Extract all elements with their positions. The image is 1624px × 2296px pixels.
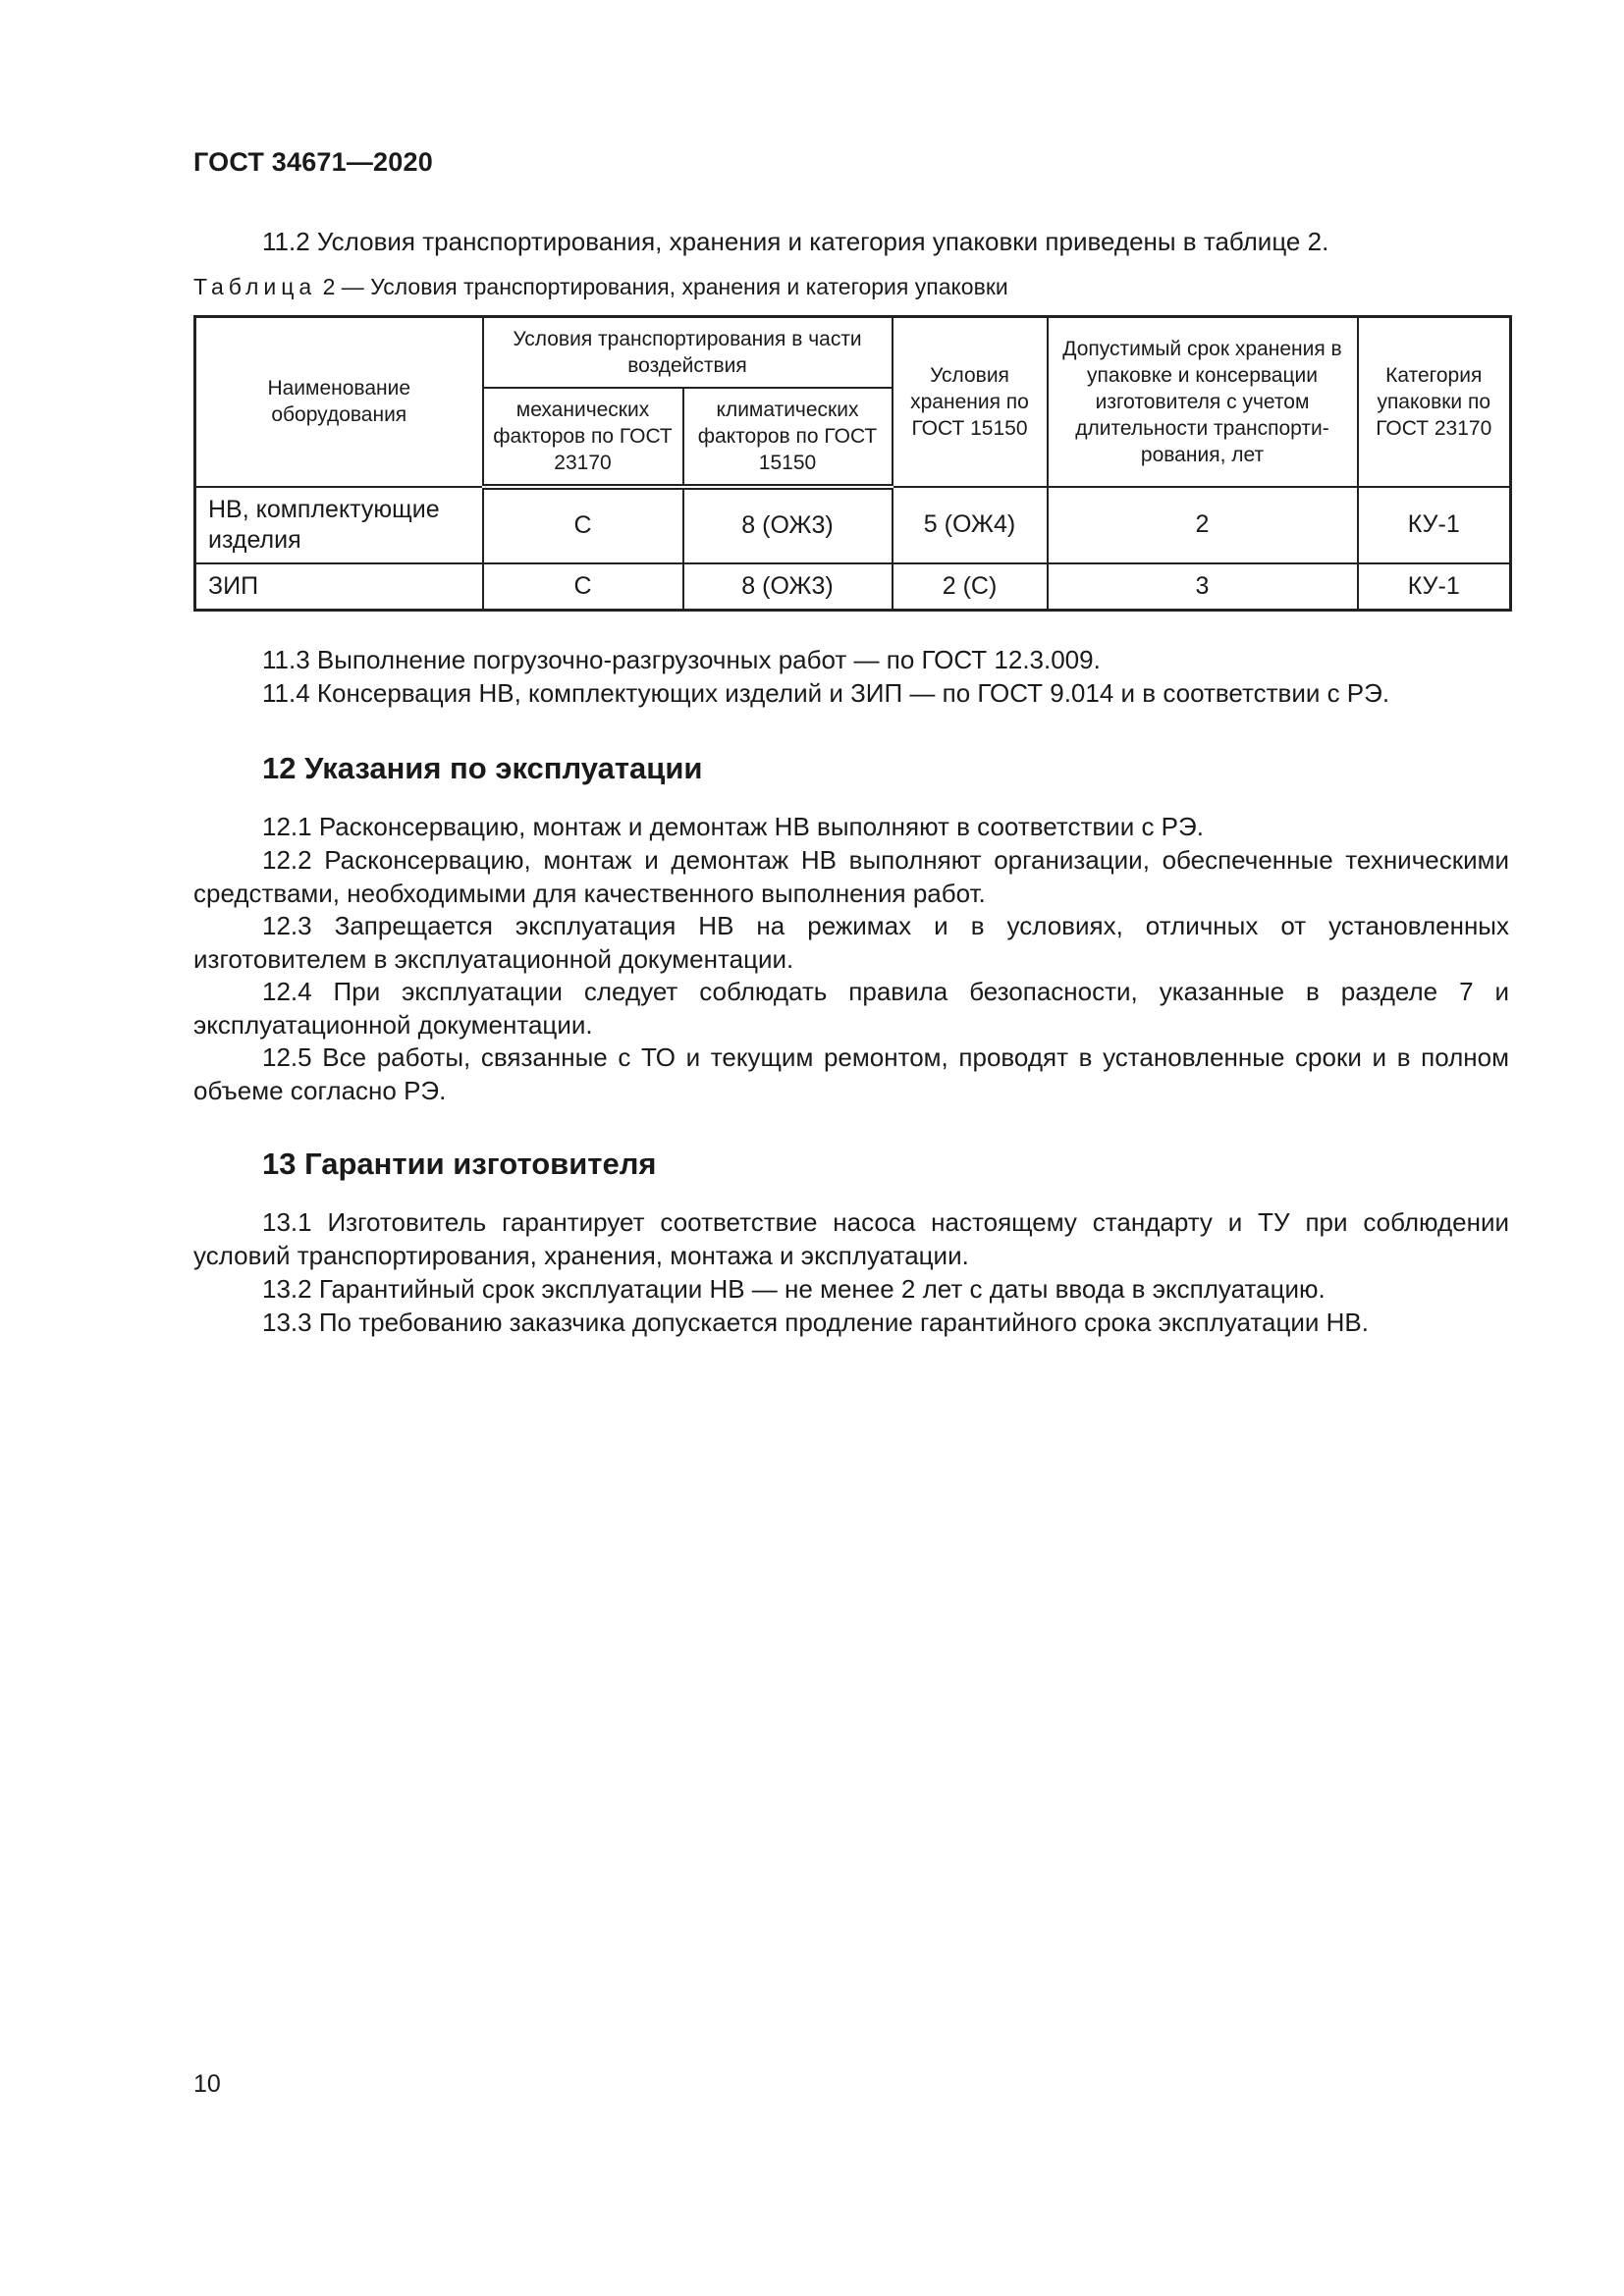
paragraph-12-3: 12.3 Запрещается эксплуатация НВ на режимах и в условиях, отличных от установленных изготовителем в эксплуатационной документации.: [193, 911, 1509, 974]
page-number: 10: [193, 2070, 221, 2098]
paragraph-12-2: 12.2 Расконсервацию, монтаж и демонтаж НВ выполняют организации, обеспеченные техническими средствами, необходимыми для качественного выполнения работ.: [193, 845, 1509, 908]
paragraph-11-3: 11.3 Выполнение погрузочно-разгрузочных работ — по ГОСТ 12.3.009.: [262, 645, 1101, 674]
cell-term: 2: [1048, 487, 1358, 563]
paragraph-13-2: 13.2 Гарантийный срок эксплуатации НВ — не менее 2 лет с даты ввода в эксплуатацию.: [262, 1274, 1326, 1304]
section-12-title: 12 Указания по эксплуатации: [262, 751, 703, 785]
header-storage-conditions: Условия хранения по ГОСТ 15150: [893, 317, 1048, 487]
table-caption-label: Таблица: [193, 274, 317, 299]
table-row: [195, 487, 1511, 563]
cell-category: КУ-1: [1358, 563, 1511, 611]
header-storage-term: Допустимый срок хранения в упаковке и консервации изготовителя с учетом длительности транспорти-рования, лет: [1048, 317, 1358, 487]
cell-term: 3: [1048, 563, 1358, 611]
header-transport-conditions: Условия транспортирования в части воздействия: [483, 317, 893, 388]
cell-mechanical: С: [483, 563, 683, 611]
paragraph-12-4: 12.4 При эксплуатации следует соблюдать правила безопасности, указанные в разделе 7 и эксплуатационной документации.: [193, 977, 1509, 1040]
cell-equipment: НВ, комплектующие изделия: [195, 487, 483, 563]
cell-category: КУ-1: [1358, 487, 1511, 563]
cell-mechanical: С: [483, 487, 683, 563]
table-caption: [193, 272, 1008, 301]
paragraph-11-4: 11.4 Консервация НВ, комплектующих изделий и ЗИП — по ГОСТ 9.014 и в соответствии с РЭ.: [262, 678, 1390, 708]
header-equipment-name: Наименование оборудования: [195, 317, 483, 487]
cell-equipment: ЗИП: [195, 563, 483, 611]
table-caption-text: 2 — Условия транспортирования, хранения и категория упаковки: [316, 274, 1008, 299]
paragraph-12-1: 12.1 Расконсервацию, монтаж и демонтаж НВ выполняют в соответствии с РЭ.: [262, 812, 1204, 841]
cell-climatic: 8 (ОЖ3): [683, 487, 893, 563]
header-climatic-factors: климатических факторов по ГОСТ 15150: [683, 388, 893, 487]
paragraph-12-5: 12.5 Все работы, связанные с ТО и текущим ремонтом, проводят в установленные сроки и в полном объеме согласно РЭ.: [193, 1042, 1509, 1105]
header-package-category: Категория упаковки по ГОСТ 23170: [1358, 317, 1511, 487]
paragraph-13-3: 13.3 По требованию заказчика допускается продление гарантийного срока эксплуатации НВ.: [262, 1308, 1369, 1337]
table-row: [195, 563, 1511, 611]
cell-storage: 2 (С): [893, 563, 1048, 611]
paragraph-13-1: 13.1 Изготовитель гарантирует соответствие насоса настоящему стандарту и ТУ при соблюдении условий транспортирования, хранения, монтажа и эксплуатации.: [193, 1207, 1509, 1270]
conditions-table: [193, 315, 1512, 612]
paragraph-11-2: 11.2 Условия транспортирования, хранения и категория упаковки приведены в таблице 2.: [262, 227, 1329, 256]
cell-storage: 5 (ОЖ4): [893, 487, 1048, 563]
document-header: ГОСТ 34671—2020: [193, 147, 433, 177]
header-mechanical-factors: механических факторов по ГОСТ 23170: [483, 388, 683, 487]
cell-climatic: 8 (ОЖ3): [683, 563, 893, 611]
section-13-title: 13 Гарантии изготовителя: [262, 1147, 657, 1181]
